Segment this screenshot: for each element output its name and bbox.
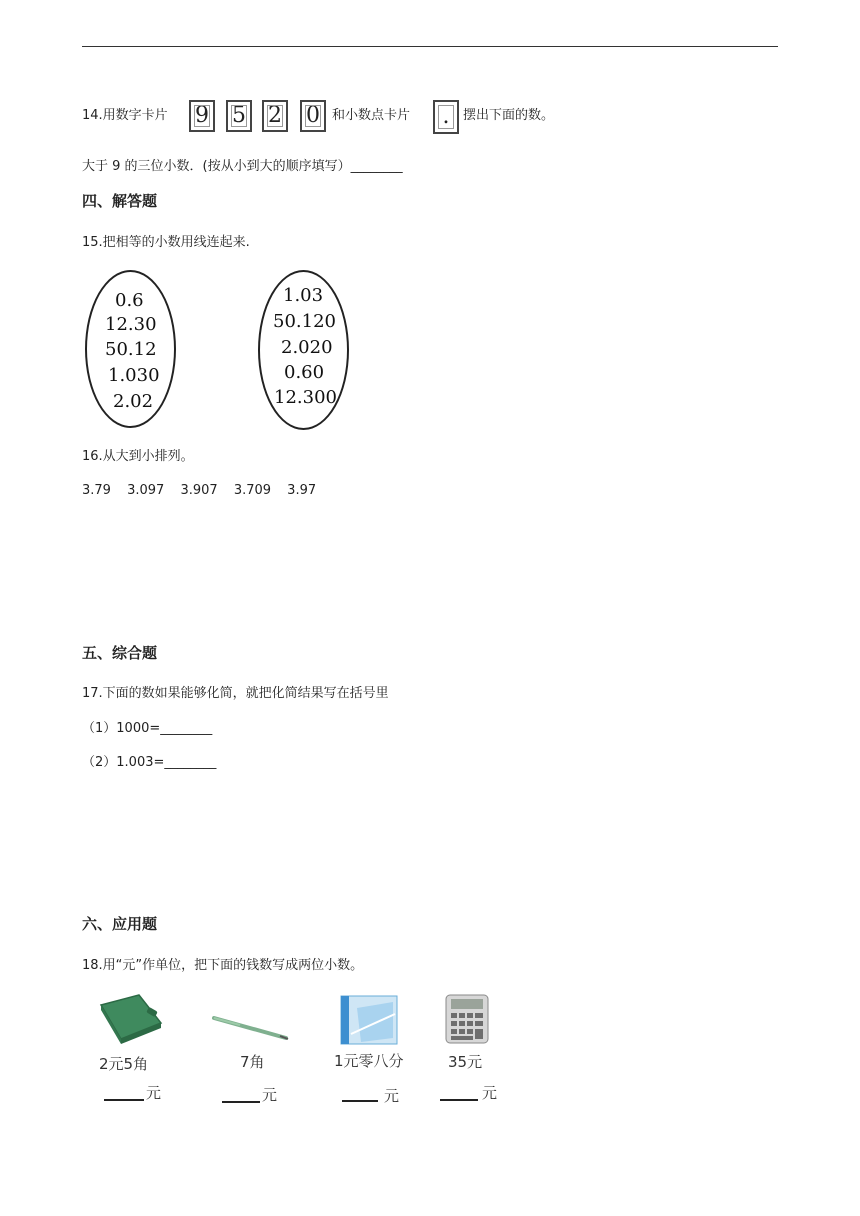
left-oval-number: 1.030 — [108, 365, 160, 386]
q14-line2: 大于 9 的三位小数．(按从小到大的顺序填写）________ — [82, 159, 403, 174]
item-unit: 元 — [146, 1084, 162, 1102]
digit-card-9: 9 — [189, 100, 215, 132]
digit-card-5: 5 — [226, 100, 252, 132]
q16-number: 3.79 — [82, 483, 111, 498]
item-unit: 元 — [482, 1084, 498, 1102]
q17-item-1: （1）1000=________ — [82, 721, 213, 736]
q15-text: 15.把相等的小数用线连起来. — [82, 235, 250, 250]
q14-mid: 和小数点卡片 — [332, 108, 411, 123]
left-oval-number: 0.6 — [115, 290, 144, 311]
left-oval-number: 50.12 — [105, 339, 157, 360]
digit-card-2: 2 — [262, 100, 288, 132]
item-price-label: 7角 — [240, 1053, 265, 1071]
answer-blank — [222, 1101, 260, 1103]
right-oval-number: 12.300 — [274, 387, 337, 408]
section-4-title: 四、解答题 — [82, 192, 158, 210]
digit-card-0: 0 — [300, 100, 326, 132]
section-6-title: 六、应用题 — [82, 915, 158, 933]
q16-number: 3.097 — [127, 483, 165, 498]
right-oval-number: 50.120 — [273, 311, 336, 332]
right-oval-number: 1.03 — [283, 285, 324, 306]
answer-blank — [440, 1099, 478, 1101]
q14-suffix: 摆出下面的数。 — [463, 108, 555, 123]
answer-blank — [342, 1100, 378, 1102]
exercise-book-icon — [337, 994, 407, 1046]
item-unit: 元 — [262, 1086, 278, 1104]
right-oval-number: 2.020 — [281, 337, 333, 358]
q14-prefix: 14.用数字卡片 — [82, 108, 168, 123]
q16-number: 3.709 — [233, 483, 272, 498]
pen-icon — [210, 1008, 290, 1044]
section-5-title: 五、综合题 — [82, 644, 158, 662]
decimal-point-card: . — [433, 100, 459, 134]
item-price-label: 1元零八分 — [334, 1052, 404, 1070]
left-oval-number: 2.02 — [113, 391, 154, 412]
item-price-label: 35元 — [448, 1053, 483, 1071]
item-price-label: 2元5角 — [99, 1055, 149, 1073]
q16-number: 3.907 — [180, 483, 218, 498]
q16-number: 3.97 — [287, 483, 317, 498]
q16-text: 16.从大到小排列。 — [82, 449, 194, 464]
left-oval-number: 12.30 — [105, 314, 157, 335]
header-rule — [82, 46, 778, 47]
q16-number-list — [82, 482, 328, 500]
calculator-icon — [444, 993, 492, 1045]
item-unit: 元 — [384, 1087, 400, 1105]
q17-text: 17.下面的数如果能够化简，就把化简结果写在括号里 — [82, 686, 389, 701]
q17-item-2: （2）1.003=________ — [82, 755, 217, 770]
notebook-icon — [97, 993, 165, 1045]
right-oval-number: 0.60 — [284, 362, 325, 383]
q18-text: 18.用“元”作单位，把下面的钱数写成两位小数。 — [82, 958, 364, 973]
answer-blank — [104, 1099, 144, 1101]
